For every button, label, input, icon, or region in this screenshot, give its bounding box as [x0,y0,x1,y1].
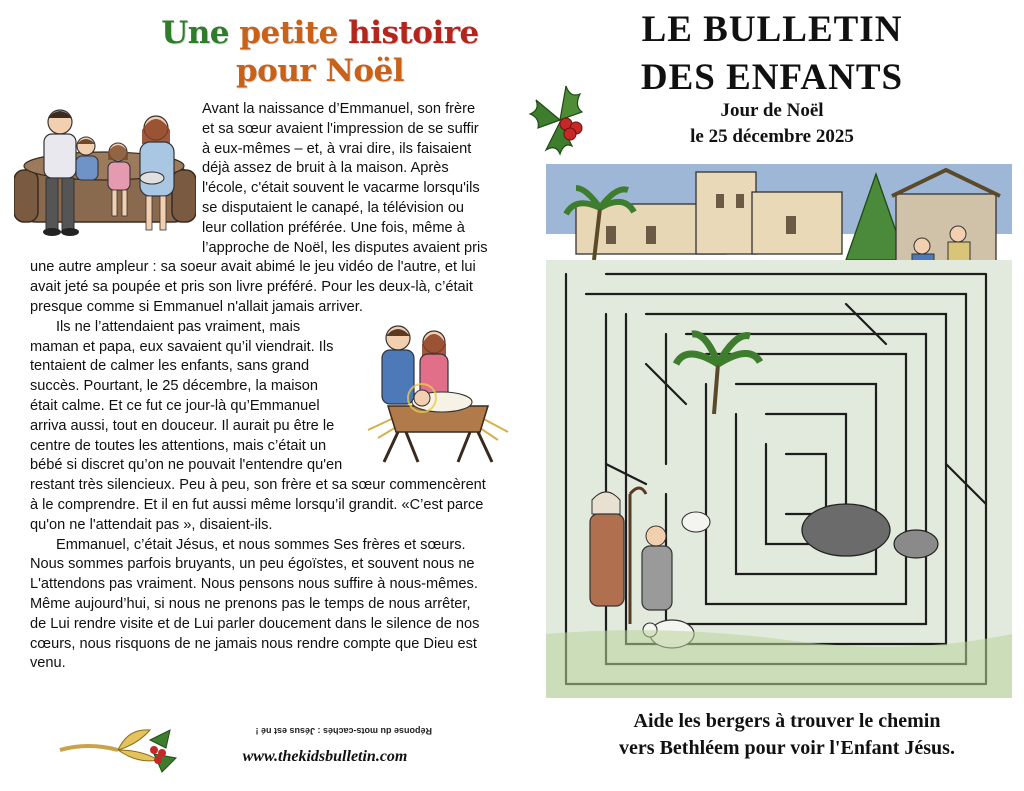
bulletin-title [602,6,942,102]
story-paragraph-2 [30,318,490,536]
story-paragraph-3: Emmanuel, c’était Jésus, et nous sommes Ses frères et sœurs. Nous sommes parfois bruyants, un peu égoïstes, et souvent nous ne L'attendons pas vraiment. Nous pensons nous suffire à nous-mêmes. Même aujourd’hui, si nous ne prenons pas le temps de nous arrêter, de Lui rendre visite et de Lui parler doucement dans le silence de nos cœurs, nous risquons de ne jamais nous rendre compte que Dieu est venu. [30,536,480,672]
story-paragraph-1: Avant la naissance d’Emmanuel, son frère et sa sœur avaient l'impression de se suffir à eux-mêmes – et, à vrai dire, ils faisaient déjà assez de bruit à la maison. Après l'école, c'était souvent le vacarme lorsqu'ils se disputaient le canapé, la télévision ou leur collation préférée. Une fois, même à l’approche de Noël, les disputes avaient pris une autre ampleur : sa soeur avait abimé le jeu vidéo de l'autre, et lui avait jeté sa poupée et pris son livre préféré. Pour les deux-là, c’était presque comme si Emmanuel n'allait jamais arriver. [30,101,488,315]
maze-caption-line1: Aide les bergers à trouver le chemin [633,710,941,732]
ribbon-bow-icon [58,720,188,780]
title-word-histoire: histoire [348,15,479,51]
story-title [150,14,490,90]
bethlehem-maze-illustration [546,164,1012,698]
bulletin-date [632,98,912,150]
family-on-couch-icon [14,100,196,240]
story-title-line1 [150,14,490,52]
story-text [30,100,490,674]
holly-icon [526,80,596,158]
story-title-line2: pour Noël [235,53,405,89]
story-paragraph-2-text: Ils ne l’attendaient pas vraiment, mais maman et papa, eux savaient qu’il viendrait. Ils tentaient de calmer les enfants, sans grand succès. Pourtant, le 25 décembre, la maison était calme. Et ce fut ce jour-là qu’Emmanuel arriva aussi, tout en douceur. Il aurait pu être le centre de toutes les attentions, mais c’était un bébé si discret qu’on ne pouvait l'entendre qu'en restant très silencieux. Peu à peu, son frère et sa sœur commencèrent à le comprendre. Et il en fut aussi même lorsqu’il grandit. «C’est parce qu'on ne l'attendait pas », disaient-ils. [30,318,486,533]
bulletin-full-date: le 25 décembre 2025 [690,126,854,147]
website-link[interactable]: www.thekidsbulletin.com [242,748,408,765]
bulletin-title-line2: DES ENFANTS [640,57,904,98]
right-page [512,0,1024,791]
title-word-une: Une [161,15,240,51]
maze-caption [552,708,1022,762]
bulletin-title-line1: LE BULLETIN [641,9,903,50]
upside-down-answer: Réponse du mots-cachés : Jésus est né ! [255,726,432,736]
title-word-petite: petite [239,15,349,51]
maze-caption-line2: vers Bethléem pour voir l'Enfant Jésus. [619,737,955,759]
bulletin-day: Jour de Noël [720,100,824,121]
baby-jesus-manger-icon [358,320,516,468]
